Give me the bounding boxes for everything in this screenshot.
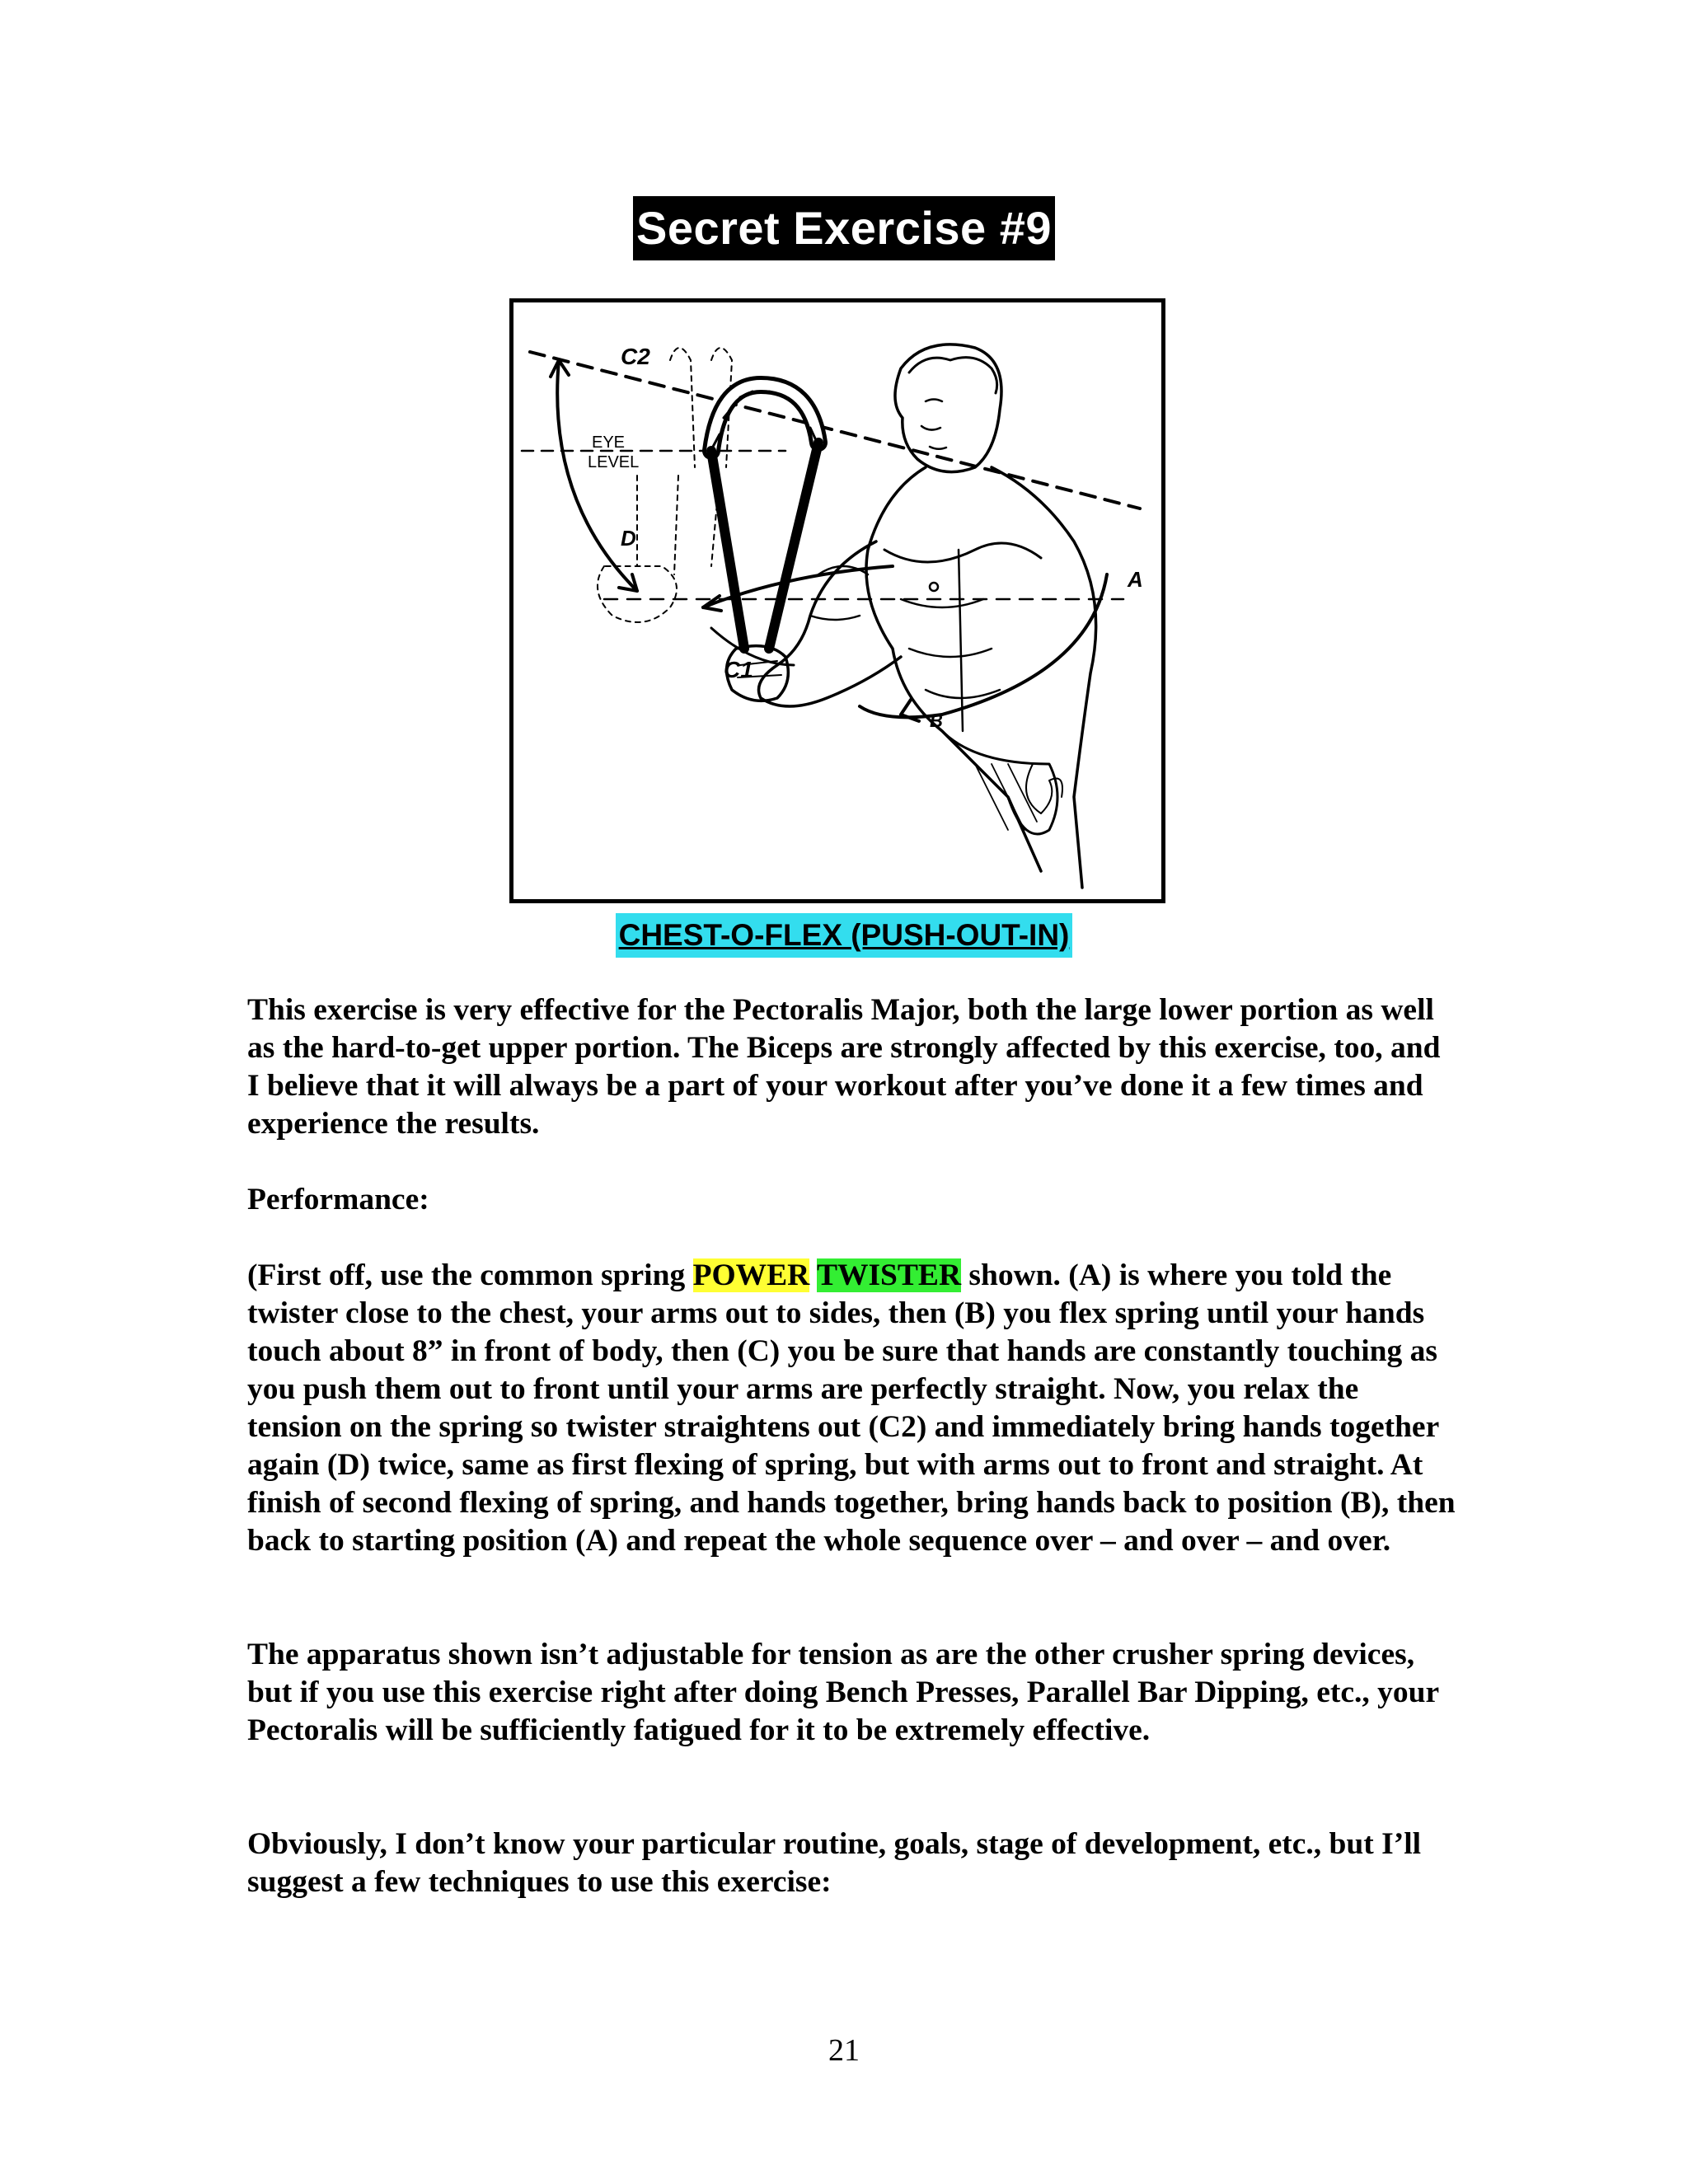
label-a: A — [1128, 567, 1143, 592]
twister-handle-left — [711, 451, 744, 649]
performance-heading: Performance: — [247, 1183, 429, 1216]
techniques-paragraph: Obviously, I don’t know your particular routine, goals, stage of development, etc., but I’ll suggest a few techniques to use this exercise: — [247, 1827, 1422, 1899]
title-container — [0, 196, 1688, 260]
exercise-illustration — [509, 298, 1165, 903]
performance-text-start: (First off, use the common spring — [247, 1258, 693, 1292]
page-number: 21 — [828, 2033, 860, 2068]
page-title: Secret Exercise #9 — [633, 196, 1055, 260]
illustration-drawing — [513, 302, 1161, 899]
caption-container — [0, 913, 1688, 958]
apparatus-paragraph: The apparatus shown isn’t adjustable for tension as are the other crusher spring devices, but if you use this exercise right after doing Bench Presses, Parallel Bar Dipping, etc., your Pectoralis will be sufficiently fatigued for it to be extremely effective. — [247, 1638, 1439, 1747]
figure-torso — [866, 467, 1096, 888]
highlight-power: POWER — [692, 1258, 810, 1292]
label-level: LEVEL — [588, 453, 640, 471]
label-d: D — [621, 526, 636, 551]
highlight-twister: TWISTER — [816, 1258, 962, 1292]
arc-d — [557, 360, 640, 591]
label-c1: C1 — [724, 657, 753, 682]
label-b: B — [930, 710, 943, 731]
performance-paragraph — [247, 1257, 1459, 1560]
intro-paragraph: This exercise is very effective for the Pectoralis Major, both the large lower portion as well as the hard-to-get upper portion. The Biceps are strongly affected by this exercise, too, and I believe that it will always be a part of your workout after you’ve done it a few times and experience the results. — [247, 993, 1441, 1141]
exercise-caption: CHEST-O-FLEX (PUSH-OUT-IN) — [616, 913, 1073, 958]
c2-dashed-line — [530, 352, 1140, 509]
label-eye: EYE — [592, 434, 626, 452]
label-c2: C2 — [621, 344, 650, 369]
performance-text-end: shown. (A) is where you told the twister close to the chest, your arms out to sides, then (B) you flex spring until your hands touch about 8” in front of body, then (C) you be sure that hands are constantly touching as you push them out to front until your arms are perfectly straight. Now, you relax the tension on the spring so twister straightens out (C2) and immediately bring hands together again (D) twice, same as first flexing of spring, but with arms out to front and straight. At finish of second flexing of spring, and hands together, bring hands back to position (B), then back to starting position (A) and repeat the whole sequence over – and over – and over. — [247, 1258, 1456, 1558]
